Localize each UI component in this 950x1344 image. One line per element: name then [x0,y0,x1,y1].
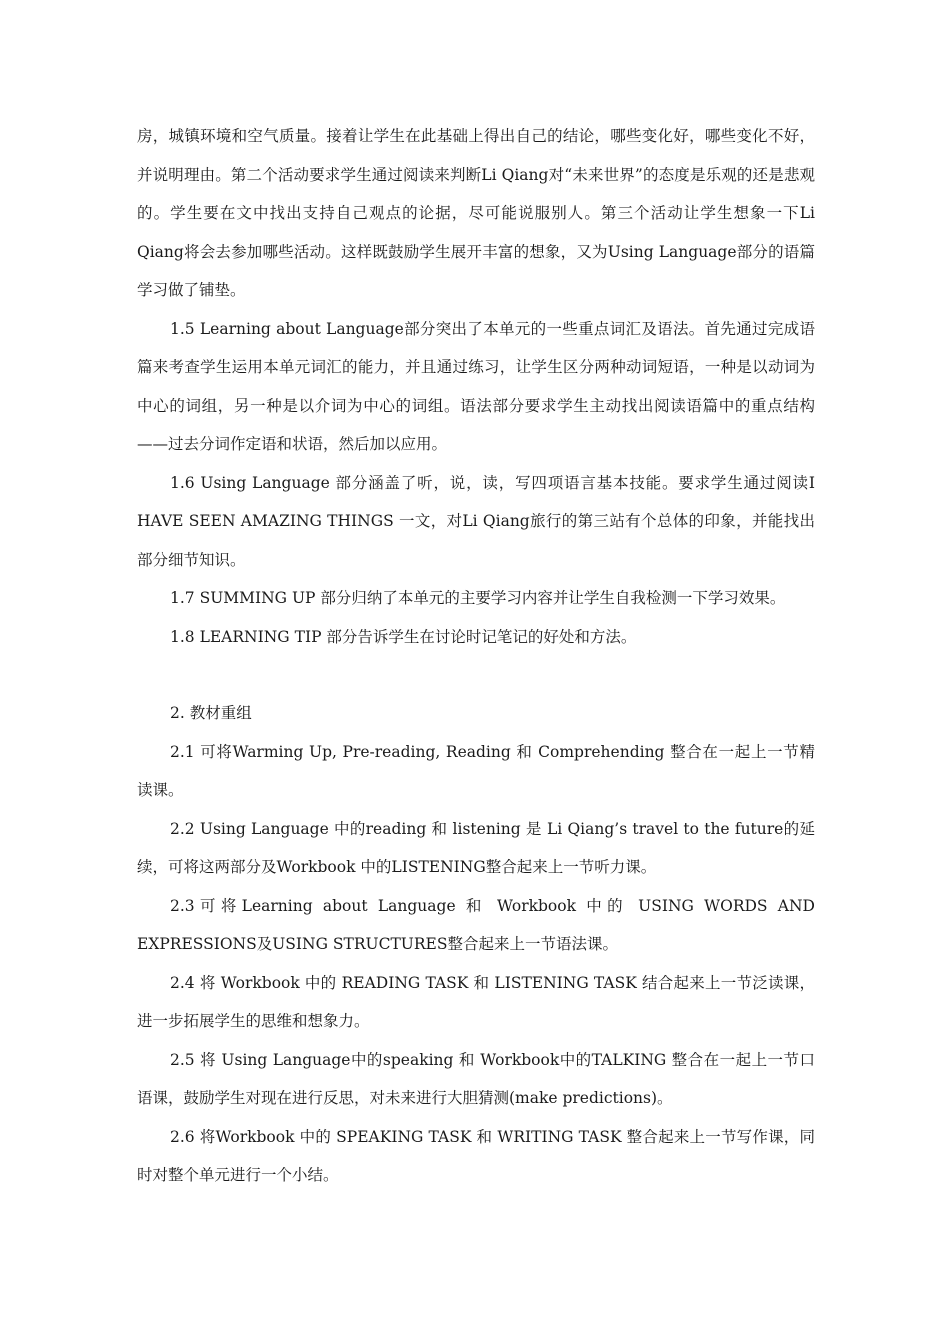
paragraph-2-5: 2.5 将 Using Language中的speaking 和 Workbook中的TALKING 整合在一起上一节口语课，鼓励学生对现在进行反思，对未来进行大胆猜测(make predictions)。 [137,1050,815,1107]
paragraph-1-7: 1.7 SUMMING UP 部分归纳了本单元的主要学习内容并让学生自我检测一下学习效果。 [170,589,786,607]
paragraph-1-5: 1.5 Learning about Language部分突出了本单元的一些重点词汇及语法。首先通过完成语篇来考查学生运用本单元词汇的能力，并且通过练习，让学生区分两种动词短语，一种是以动词为中心的词组，另一种是以介词为中心的词组。语法部分要求学生主动找出阅读语篇中的重点结构——过去分词作定语和状语，然后加以应用。 [137,319,815,453]
section-heading-2: 2. 教材重组 [170,704,252,722]
paragraph-2-6: 2.6 将Workbook 中的 SPEAKING TASK 和 WRITING TASK 整合起来上一节写作课，同时对整个单元进行一个小结。 [137,1127,815,1184]
paragraph-1-8: 1.8 LEARNING TIP 部分告诉学生在讨论时记笔记的好处和方法。 [170,627,637,646]
paragraph-1-6: 1.6 Using Language 部分涵盖了听，说，读，写四项语言基本技能。要求学生通过阅读I HAVE SEEN AMAZING THINGS 一文，对Li Qiang旅行的第三站有个总体的印象，并能找出部分细节知识。 [137,473,815,569]
paragraph-2-4: 2.4 将 Workbook 中的 READING TASK 和 LISTENING TASK 结合起来上一节泛读课，进一步拓展学生的思维和想象力。 [137,973,815,1030]
document-body [137,117,815,1195]
paragraph-2-1: 2.1 可将Warming Up, Pre-reading, Reading 和 Comprehending 整合在一起上一节精读课。 [137,742,815,799]
paragraph-2-3: 2.3可将Learning about Language 和 Workbook 中的 USING WORDS AND EXPRESSIONS及USING STRUCTURES整合起来上一节语法课。 [137,896,815,953]
paragraph-2-2: 2.2 Using Language 中的reading 和 listening 是 Li Qiang’s travel to the future的延续，可将这两部分及Workbook 中的LISTENING整合起来上一节听力课。 [137,819,815,876]
paragraph-continuation: 房，城镇环境和空气质量。接着让学生在此基础上得出自己的结论，哪些变化好，哪些变化不好，并说明理由。第二个活动要求学生通过阅读来判断Li Qiang对“未来世界”的态度是乐观的还是悲观的。学生要在文中找出支持自己观点的论据，尽可能说服别人。第三个活动让学生想象一下Li Qiang将会去参加哪些活动。这样既鼓励学生展开丰富的想象，又为Using Language部分的语篇学习做了铺垫。 [137,127,815,299]
